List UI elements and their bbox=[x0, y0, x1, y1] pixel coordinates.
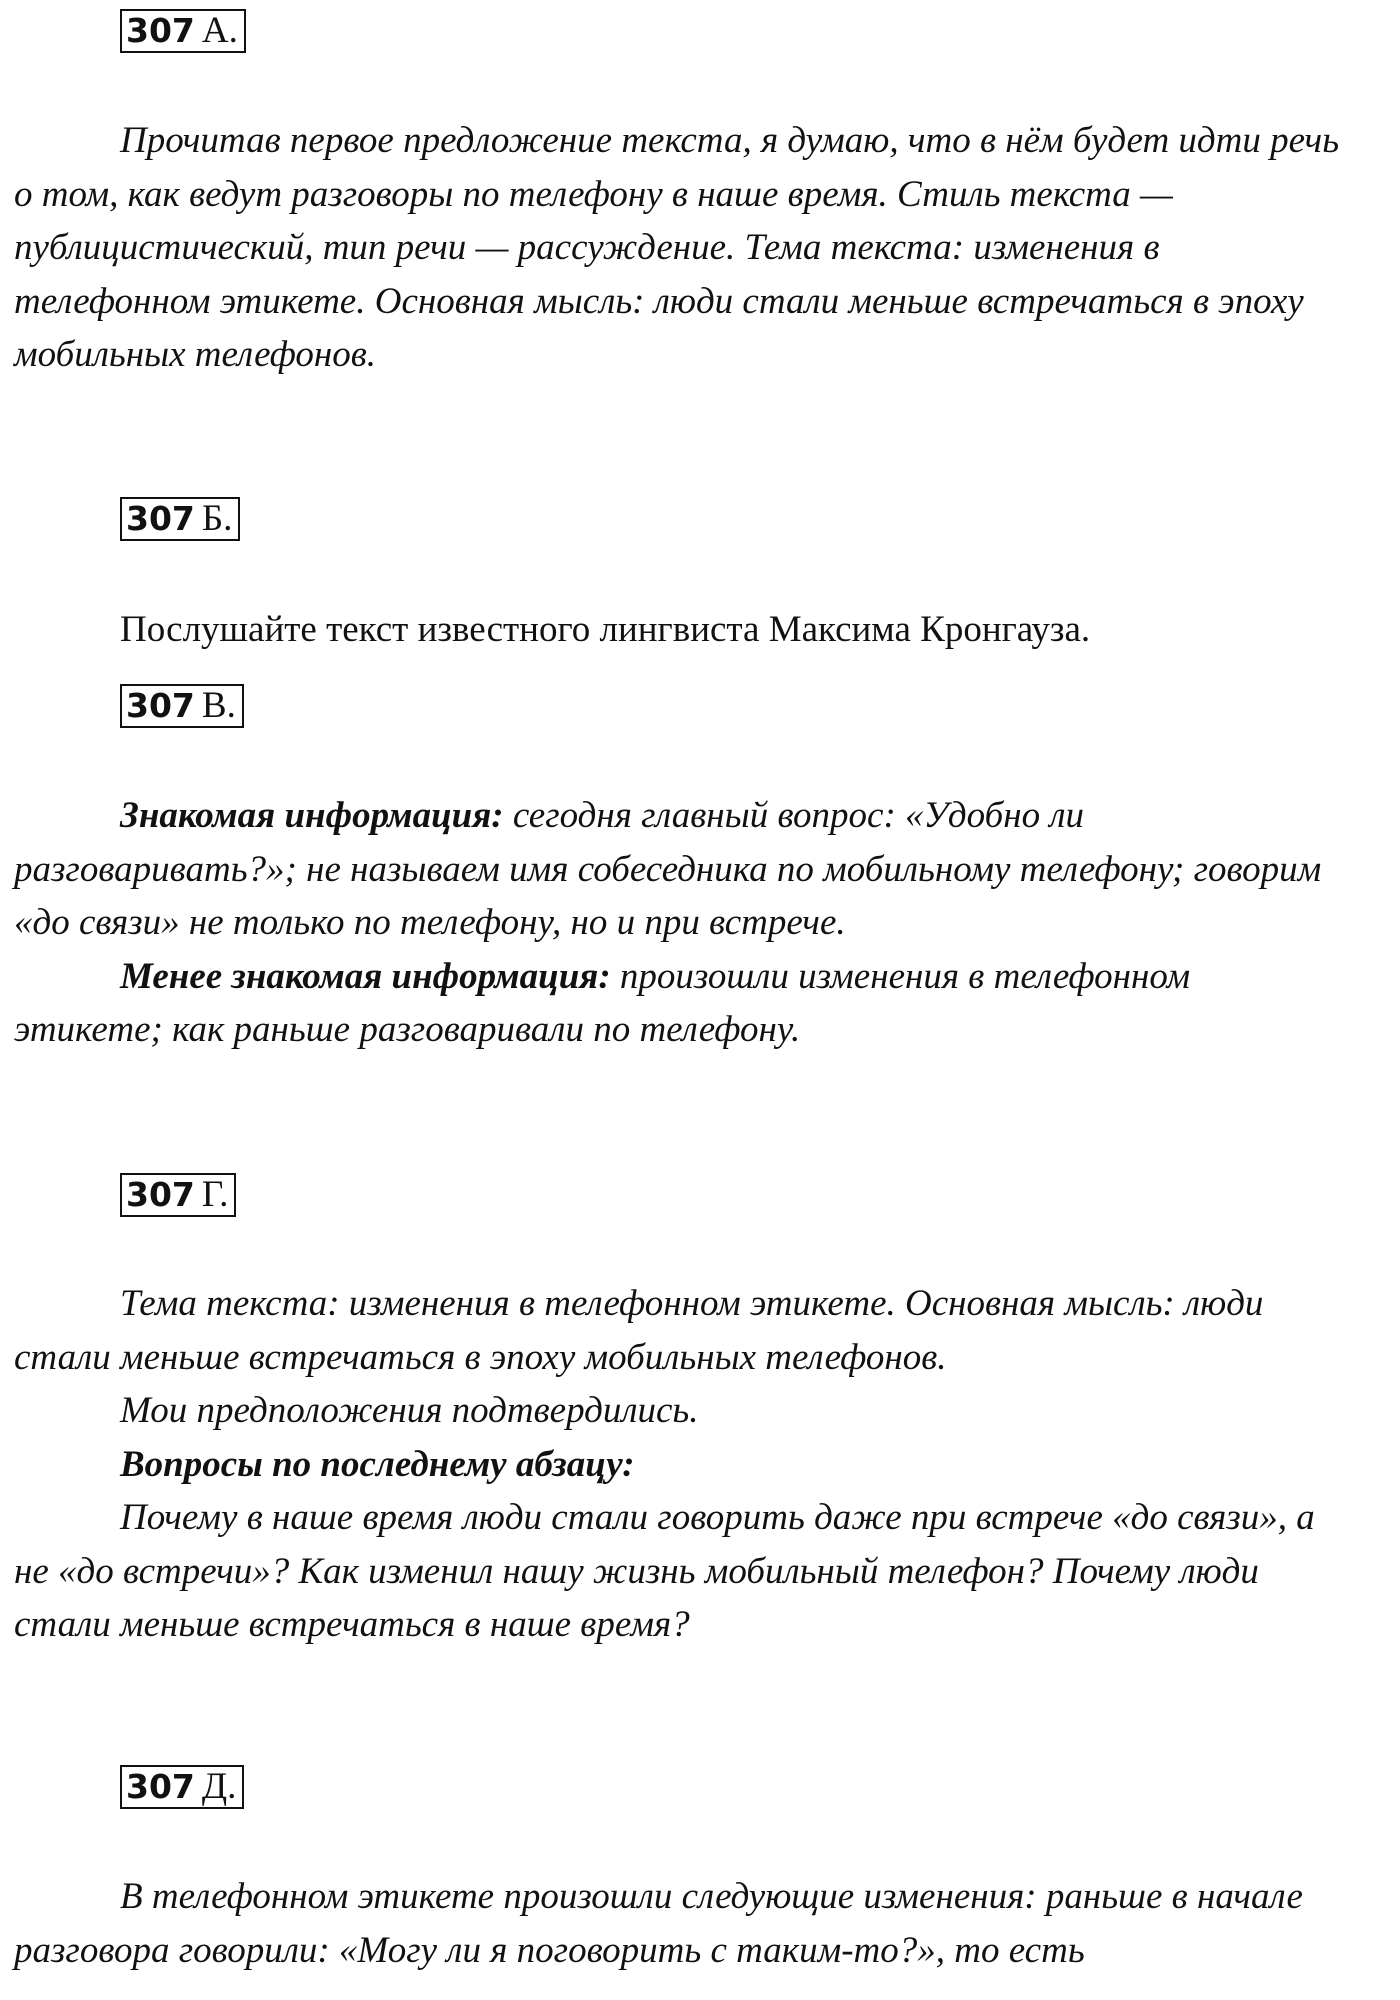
section-a bbox=[14, 114, 1344, 382]
paragraph-text: сегодня главный вопрос: «Удобно ли разговаривать?»; не называем имя собеседника по мобильному телефону; говорим «до связи» не только по телефону, но и при встрече. bbox=[14, 795, 1322, 943]
section-b bbox=[14, 603, 1344, 657]
exercise-number: 307 bbox=[126, 1175, 195, 1214]
exercise-label-g bbox=[120, 1173, 236, 1217]
section-g bbox=[14, 1277, 1344, 1652]
bold-heading: Вопросы по последнему абзацу: bbox=[120, 1443, 635, 1485]
exercise-label-b bbox=[120, 497, 240, 541]
paragraph: Тема текста: изменения в телефонном этикете. Основная мысль: люди стали меньше встречаться в эпоху мобильных телефонов. bbox=[14, 1283, 1264, 1378]
exercise-label-v bbox=[120, 684, 244, 728]
exercise-number: 307 bbox=[126, 499, 195, 538]
section-v bbox=[14, 789, 1344, 1057]
section-d bbox=[14, 1870, 1344, 1977]
paragraph: В телефонном этикете произошли следующие изменения: раньше в начале разговора говорили: «Могу ли я поговорить с таким-то?», то есть bbox=[14, 1876, 1303, 1971]
paragraph: Мои предположения подтвердились. bbox=[120, 1390, 699, 1431]
paragraph-known-info bbox=[14, 789, 1344, 950]
exercise-letter: Б. bbox=[201, 498, 233, 539]
exercise-label-a bbox=[120, 9, 246, 53]
paragraph: Почему в наше время люди стали говорить даже при встрече «до связи», а не «до встречи»? Как изменил нашу жизнь мобильный телефон? Почему люди стали меньше встречаться в наше время? bbox=[14, 1497, 1315, 1645]
exercise-letter: Г. bbox=[201, 1174, 229, 1215]
exercise-letter: А. bbox=[201, 10, 238, 51]
exercise-label-d bbox=[120, 1765, 244, 1809]
exercise-letter: Д. bbox=[201, 1766, 237, 1807]
paragraph-less-known-info bbox=[14, 950, 1344, 1057]
exercise-number: 307 bbox=[126, 11, 195, 50]
paragraph: Послушайте текст известного лингвиста Максима Кронгауза. bbox=[120, 609, 1091, 650]
bold-heading: Знакомая информация: bbox=[120, 795, 504, 836]
paragraph-text: произошли изменения в телефонном этикете; как раньше разговаривали по телефону. bbox=[14, 955, 1191, 1050]
exercise-number: 307 bbox=[126, 686, 195, 725]
bold-heading: Менее знакомая информация: bbox=[120, 955, 611, 997]
exercise-letter: В. bbox=[201, 685, 236, 726]
exercise-number: 307 bbox=[126, 1767, 195, 1806]
paragraph: Прочитав первое предложение текста, я думаю, что в нём будет идти речь о том, как ведут разговоры по телефону в наше время. Стиль текста — публицистический, тип речи — рассуждение. Тема текста: изменения в телефонном этикете. Основная мысль: люди стали меньше встречаться в эпоху мобильных телефонов. bbox=[14, 120, 1340, 375]
